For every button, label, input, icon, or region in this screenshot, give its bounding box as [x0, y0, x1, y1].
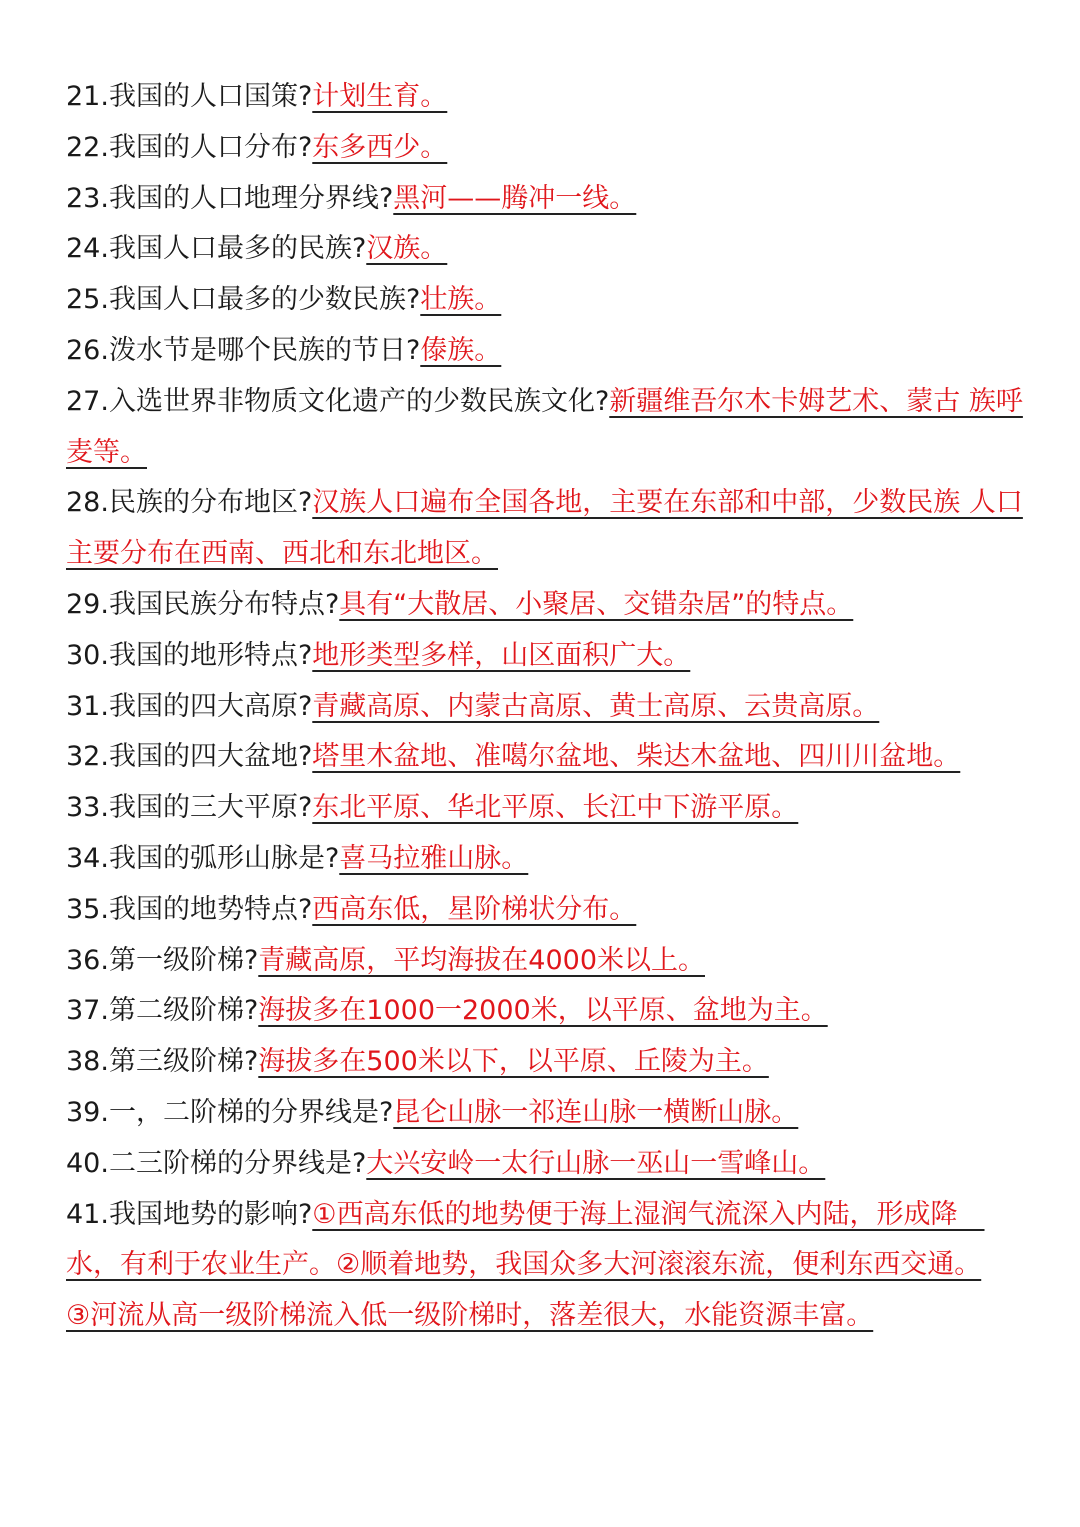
question-text: 24.我国人口最多的民族?: [66, 233, 367, 265]
answer-text: ③河流从高一级阶梯流入低一级阶梯时，落差很大，水能资源丰富。: [66, 1300, 874, 1332]
question-text: 37.第二级阶梯?: [66, 995, 259, 1027]
qa-item-41-continued: [66, 1291, 1026, 1342]
qa-item-33: [66, 783, 1026, 834]
answer-text: 西高东低，星阶梯状分布。: [312, 893, 637, 925]
answer-text: 海拔多在500米以下，以平原、丘陵为主。: [258, 1046, 769, 1078]
question-text: 40.二三阶梯的分界线是?: [66, 1147, 367, 1179]
answer-text: 海拔多在1000一2000米，以平原、盆地为主。: [258, 995, 828, 1027]
question-text: 22.我国的人口分布?: [66, 131, 313, 163]
question-text: 41.我国地势的影响?: [66, 1198, 313, 1230]
qa-item-21: [66, 72, 1026, 123]
qa-item-38: [66, 1037, 1026, 1088]
question-text: 25.我国人口最多的少数民族?: [66, 284, 421, 316]
answer-text: 喜马拉雅山脉。: [339, 842, 529, 874]
answer-text: 昆仑山脉一祁连山脉一横断山脉。: [393, 1096, 799, 1128]
qa-item-24: [66, 224, 1026, 275]
answer-text: 东多西少。: [312, 131, 448, 163]
answer-text: 壮族。: [420, 284, 502, 316]
qa-item-41: [66, 1190, 1026, 1292]
qa-sheet: [66, 72, 1026, 1342]
question-text: 29.我国民族分布特点?: [66, 588, 340, 620]
qa-item-34: [66, 834, 1026, 885]
answer-text: ①西高东低的地势便于海上湿润气流深入内陆，形成降 水，有利于农业生产。②顺着地势，我国众多大河滚滚东流，便利东西交通。: [66, 1198, 985, 1281]
question-text: 32.我国的四大盆地?: [66, 741, 313, 773]
qa-item-30: [66, 631, 1026, 682]
question-text: 34.我国的弧形山脉是?: [66, 842, 340, 874]
qa-item-35: [66, 885, 1026, 936]
qa-item-37: [66, 986, 1026, 1037]
answer-text: 新疆维吾尔木卡姆艺术、蒙古 族呼麦等。: [66, 385, 1023, 468]
question-text: 31.我国的四大高原?: [66, 690, 313, 722]
question-text: 23.我国的人口地理分界线?: [66, 182, 394, 214]
qa-item-32: [66, 732, 1026, 783]
answer-text: 黑河——腾冲一线。: [393, 182, 637, 214]
qa-item-39: [66, 1088, 1026, 1139]
answer-text: 东北平原、华北平原、长江中下游平原。: [312, 792, 799, 824]
answer-text: 大兴安岭一太行山脉一巫山一雪峰山。: [366, 1147, 826, 1179]
question-text: 28.民族的分布地区?: [66, 487, 313, 519]
answer-text: 汉族人口遍布全国各地，主要在东部和中部，少数民族 人口主要分布在西南、西北和东北地区。: [66, 487, 1023, 570]
qa-item-28: [66, 478, 1026, 580]
answer-text: 塔里木盆地、准噶尔盆地、柴达木盆地、四川川盆地。: [312, 741, 961, 773]
answer-text: 青藏高原，平均海拔在4000米以上。: [258, 944, 705, 976]
question-text: 35.我国的地势特点?: [66, 893, 313, 925]
question-text: 27.入选世界非物质文化遗产的少数民族文化?: [66, 385, 610, 417]
qa-item-26: [66, 326, 1026, 377]
question-text: 38.第三级阶梯?: [66, 1046, 259, 1078]
question-text: 33.我国的三大平原?: [66, 792, 313, 824]
answer-text: 傣族。: [420, 334, 502, 366]
question-text: 36.第一级阶梯?: [66, 944, 259, 976]
qa-item-36: [66, 936, 1026, 987]
qa-item-31: [66, 682, 1026, 733]
qa-item-40: [66, 1139, 1026, 1190]
qa-item-27: [66, 377, 1026, 479]
question-text: 30.我国的地形特点?: [66, 639, 313, 671]
answer-text: 青藏高原、内蒙古高原、黄士高原、云贵高原。: [312, 690, 880, 722]
qa-item-23: [66, 174, 1026, 225]
question-text: 26.泼水节是哪个民族的节日?: [66, 334, 421, 366]
qa-item-25: [66, 275, 1026, 326]
question-text: 39.一，二阶梯的分界线是?: [66, 1096, 394, 1128]
answer-text: 汉族。: [366, 233, 448, 265]
question-text: 21.我国的人口国策?: [66, 81, 313, 112]
qa-item-22: [66, 123, 1026, 174]
answer-text: 具有“大散居、小聚居、交错杂居”的特点。: [339, 588, 854, 620]
answer-text: 计划生育。: [312, 81, 448, 112]
qa-item-29: [66, 580, 1026, 631]
answer-text: 地形类型多样，山区面积广大。: [312, 639, 691, 671]
